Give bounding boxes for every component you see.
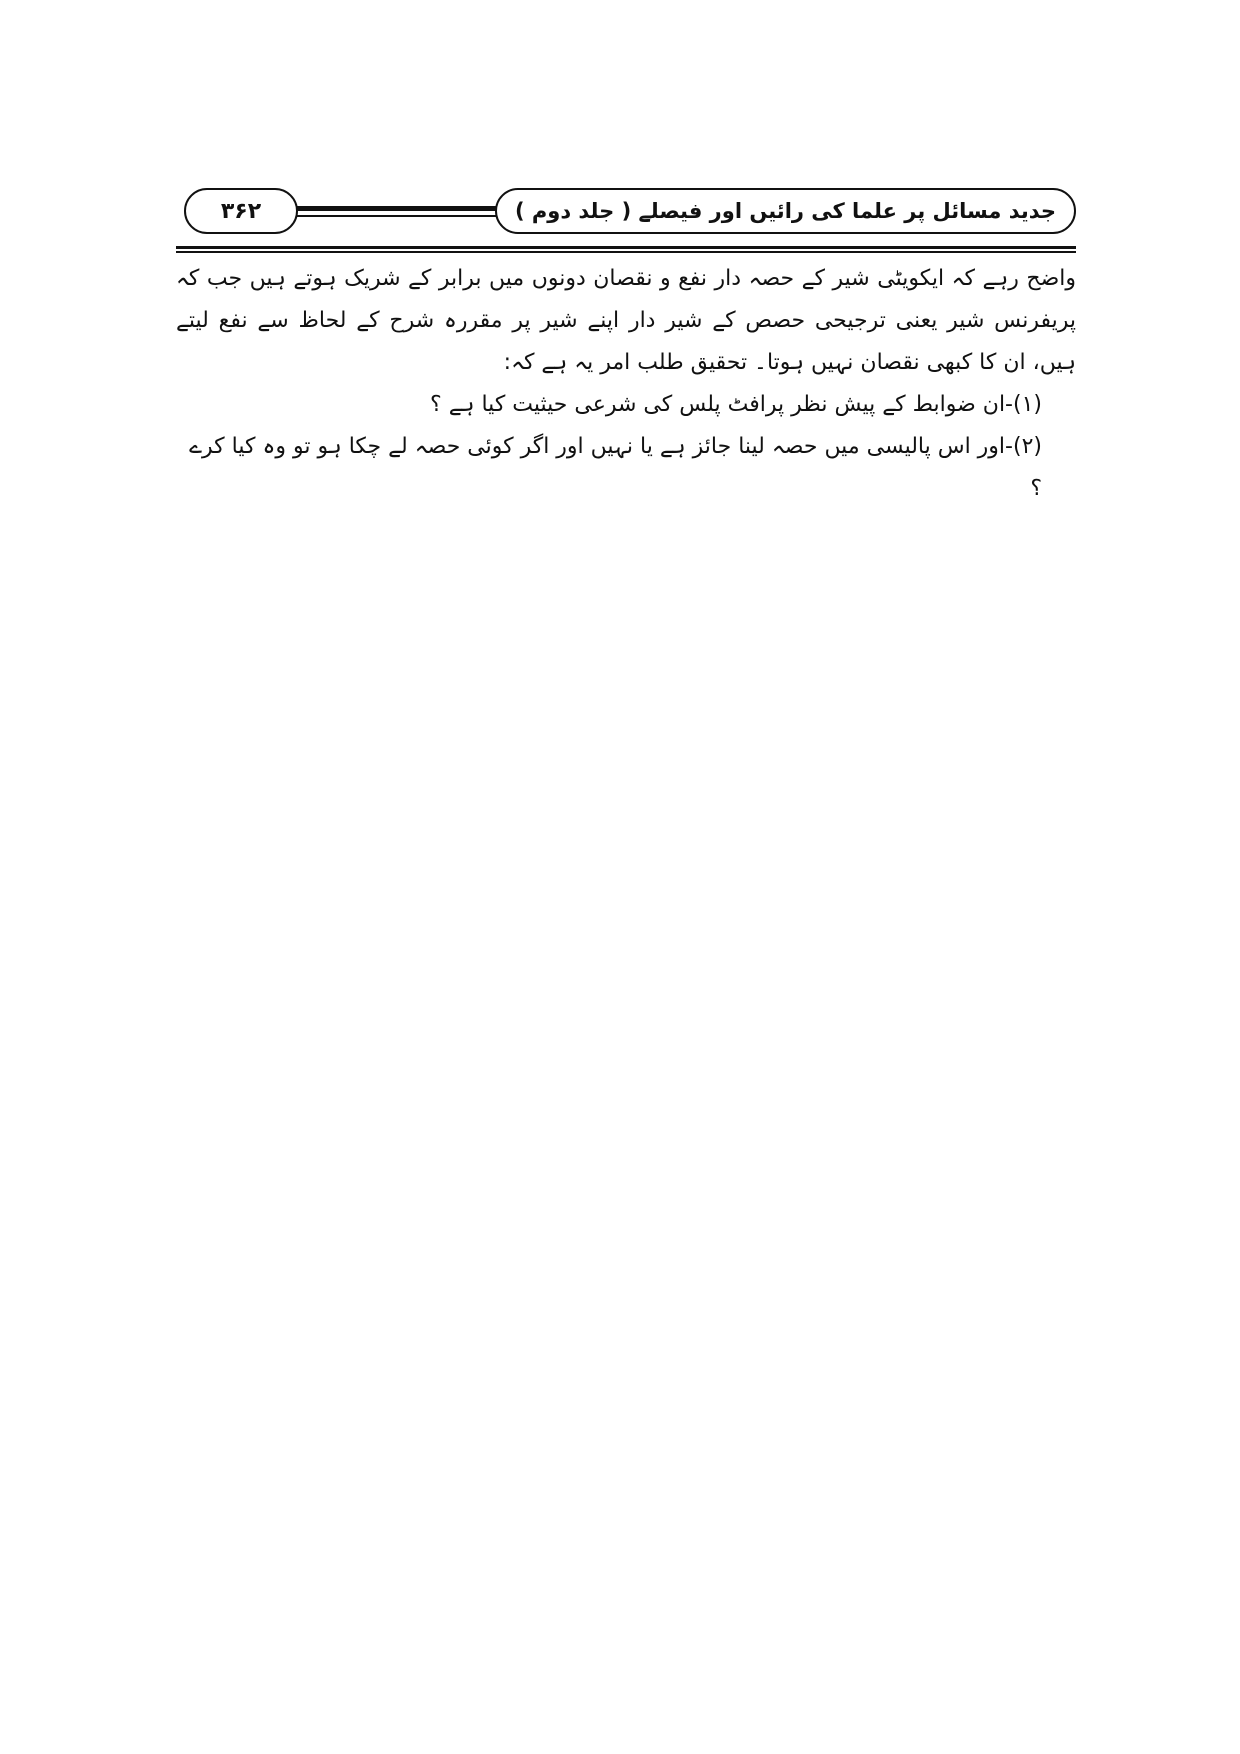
book-title: جدید مسائل پر علما کی رائیں اور فیصلے ( جلد دوم ) xyxy=(495,188,1076,234)
question-2: (۲)-اور اس پالیسی میں حصہ لینا جائز ہے یا نہیں اور اگر کوئی حصہ لے چکا ہو تو وہ کیا کرے ؟ xyxy=(189,434,1042,501)
header-divider-thick xyxy=(176,246,1076,249)
header-divider-thin xyxy=(176,251,1076,253)
running-header xyxy=(176,184,1076,240)
body-text xyxy=(176,258,1076,510)
question-1: (۱)-ان ضوابط کے پیش نظر پرافٹ پلس کی شرعی حیثیت کیا ہے ؟ xyxy=(430,392,1042,417)
body-paragraph: واضح رہے کہ ایکویٹی شیر کے حصہ دار نفع و نقصان دونوں میں برابر کے شریک ہوتے ہیں جب کہ پریفرنس شیر یعنی ترجیحی حصص کے شیر دار اپنے شیر پر مقررہ شرح کے لحاظ سے نفع لیتے ہیں، ان کا کبھی نقصان نہیں ہوتا۔ تحقیق طلب امر یہ ہے کہ: xyxy=(176,266,1076,375)
page-number: ۳۶۲ xyxy=(184,188,298,234)
